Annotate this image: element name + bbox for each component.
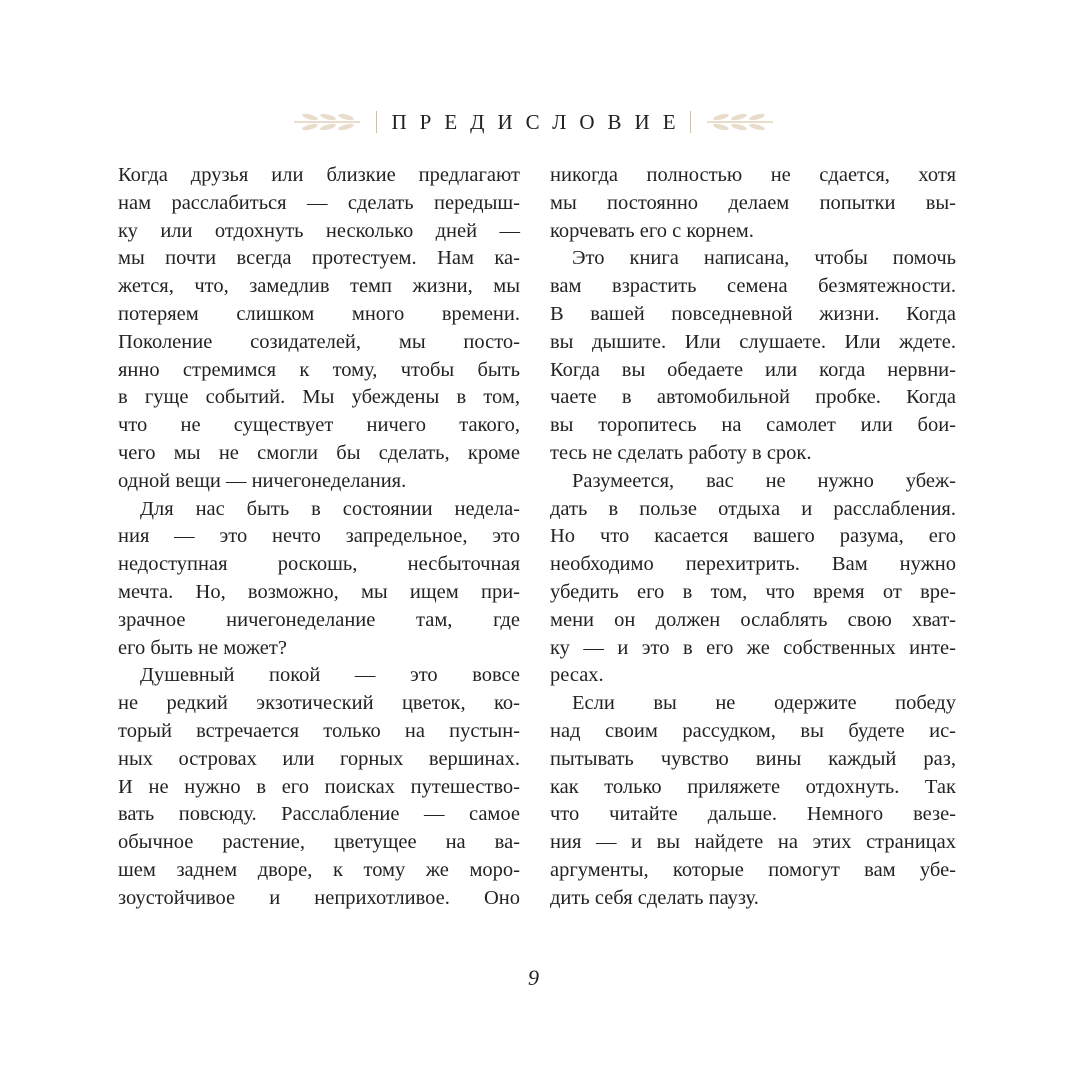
text-line: Когда друзья или близкие предлагают <box>118 164 520 186</box>
text-line: ния — и вы найдете на этих страницах <box>550 831 956 854</box>
laurel-ornament-right-icon <box>705 110 775 134</box>
text-line: вать повсюду. Расслабление — самое <box>118 803 520 826</box>
chapter-title: ПРЕДИСЛОВИЕ <box>391 109 689 134</box>
paragraph <box>550 468 956 690</box>
text-line: мы постоянно делаем попытки вы- <box>550 191 956 214</box>
text-line: Когда вы обедаете или когда нервни- <box>550 358 956 381</box>
text-line: аргументы, которые помогут вам убе- <box>550 858 956 881</box>
text-line: потеряем слишком много времени. <box>118 302 520 325</box>
text-line: мени он должен ослаблять свою хват- <box>550 608 956 631</box>
text-line: над своим рассудком, вы будете ис- <box>550 719 956 742</box>
text-line: зрачное ничегонеделание там, где <box>118 608 520 631</box>
text-line: недоступная роскошь, несбыточная <box>118 553 520 576</box>
text-line: Но что касается вашего разума, его <box>550 525 956 548</box>
paragraph <box>550 245 956 467</box>
text-line: зоустойчивое и неприхотливое. Оно <box>118 886 520 909</box>
text-line: ку или отдохнуть несколько дней — <box>118 219 520 242</box>
text-line: мечта. Но, возможно, мы ищем при- <box>118 580 520 603</box>
text-line: шем заднем дворе, к тому же моро- <box>118 858 520 881</box>
laurel-ornament-left-icon <box>292 110 362 134</box>
paragraph <box>550 690 956 912</box>
text-line: не редкий экзотический цветок, ко- <box>118 692 520 715</box>
text-line: что читайте дальше. Немного везе- <box>550 803 956 826</box>
paragraph <box>118 496 520 663</box>
text-line: ных островах или горных вершинах. <box>118 747 520 770</box>
text-line: тесь не сделать работу в срок. <box>550 441 812 464</box>
text-line: ния — это нечто запредельное, это <box>118 525 520 548</box>
chapter-header <box>0 104 1067 140</box>
text-line: Если вы не одержите победу <box>572 692 956 715</box>
text-line: В вашей повседневной жизни. Когда <box>550 302 956 325</box>
text-line: что не существует ничего такого, <box>118 414 520 437</box>
text-line: в гуще событий. Мы убеждены в том, <box>118 386 520 409</box>
text-line: ресах. <box>550 664 604 687</box>
text-line: дить себя сделать паузу. <box>550 886 759 909</box>
text-line: Душевный покой — это вовсе <box>140 664 520 687</box>
text-line: вы дышите. Или слушаете. Или ждете. <box>550 330 956 353</box>
text-line: торый встречается только на пустын- <box>118 719 520 742</box>
text-line: нам расслабиться — сделать передыш- <box>118 191 520 214</box>
text-line: чего мы не смогли бы сделать, кроме <box>118 441 520 464</box>
text-line: его быть не может? <box>118 636 287 659</box>
text-line: одной вещи — ничегонеделания. <box>118 469 407 492</box>
paragraph <box>550 162 956 245</box>
text-line: пытывать чувство вины каждый раз, <box>550 747 956 770</box>
text-line: жется, что, замедлив темп жизни, мы <box>118 275 520 298</box>
text-line: янно стремимся к тому, чтобы быть <box>118 358 520 381</box>
divider <box>376 111 377 133</box>
paragraph <box>118 662 520 912</box>
text-column-right <box>550 162 956 913</box>
paragraph <box>118 162 520 496</box>
page-number: 9 <box>528 965 539 990</box>
text-line: ку — и это в его же собственных инте- <box>550 636 956 659</box>
text-line: Это книга написана, чтобы помочь <box>572 247 956 270</box>
text-line: необходимо перехитрить. Вам нужно <box>550 553 956 576</box>
text-line: чаете в автомобильной пробке. Когда <box>550 386 956 409</box>
text-line: вам взрастить семена безмятежности. <box>550 275 956 298</box>
text-line: дать в пользе отдыха и расслабления. <box>550 497 956 520</box>
text-line: корчевать его с корнем. <box>550 219 754 242</box>
text-line: вы торопитесь на самолет или бои- <box>550 414 956 437</box>
text-line: И не нужно в его поисках путешество- <box>118 775 520 798</box>
divider <box>690 111 691 133</box>
text-line: убедить его в том, что время от вре- <box>550 580 956 603</box>
text-line: как только приляжете отдохнуть. Так <box>550 775 956 798</box>
text-line: Поколение созидателей, мы посто- <box>118 330 520 353</box>
text-line: мы почти всегда протестуем. Нам ка- <box>118 247 520 270</box>
text-line: обычное растение, цветущее на ва- <box>118 831 520 854</box>
text-column-left <box>118 162 520 913</box>
text-line: никогда полностью не сдается, хотя <box>550 164 956 186</box>
text-line: Для нас быть в состоянии недела- <box>140 497 520 520</box>
text-line: Разумеется, вас не нужно убеж- <box>572 469 956 492</box>
